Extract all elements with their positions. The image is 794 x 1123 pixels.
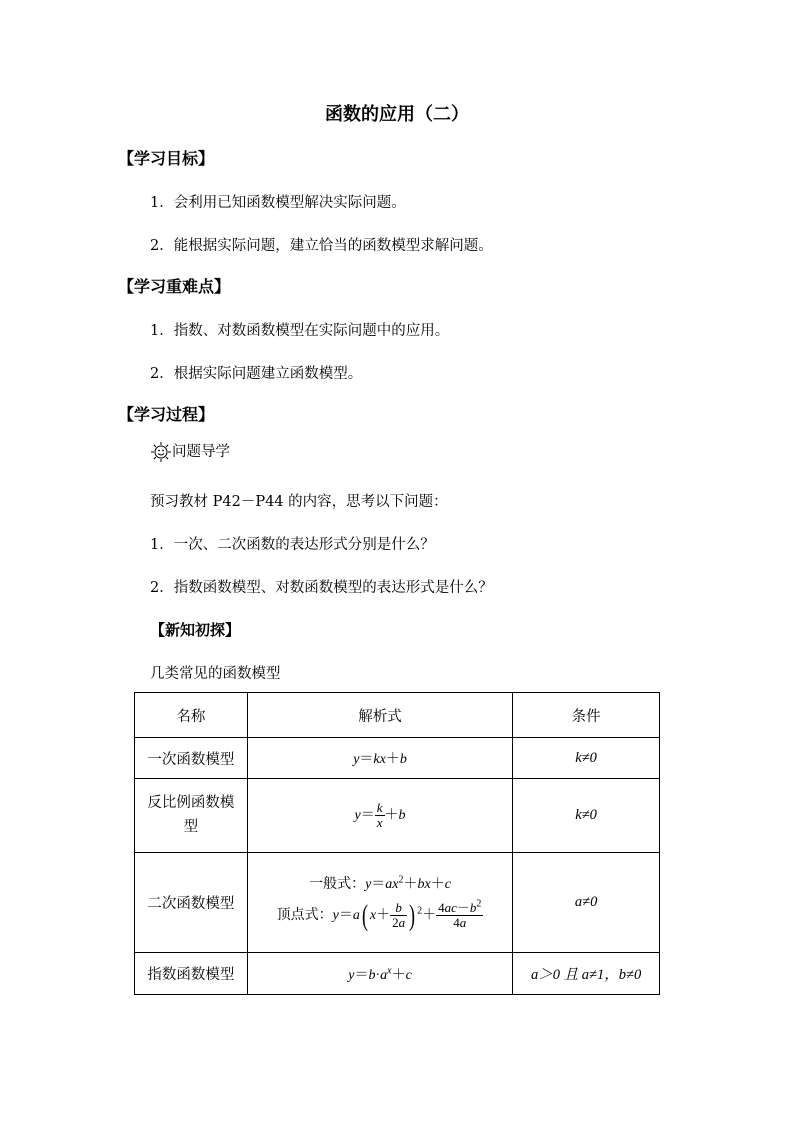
table-row [135,738,660,779]
vertex-label: 顶点式： [276,906,333,923]
row-name: 反比例函数模型 [135,779,248,853]
smiley-sun-icon [150,441,172,463]
table-header-row [135,693,660,738]
row-condition: a＞0 且 a≠1，b≠0 [513,953,660,995]
key-point-item-1: 1．指数、对数函数模型在实际问题中的应用。 [150,323,450,339]
row-condition: k≠0 [513,779,660,853]
general-label: 一般式： [309,875,366,892]
question-1: 1．一次、二次函数的表达形式分别是什么？ [150,537,435,553]
table-row [135,779,660,853]
section-heading-process: 【学习过程】 [118,405,215,424]
header-formula: 解析式 [247,693,512,738]
header-name: 名称 [135,693,248,738]
page-title: 函数的应用（二） [325,104,469,125]
goal-item-2: 2．能根据实际问题，建立恰当的函数模型求解问题。 [150,238,493,254]
new-knowledge-heading: 【新知初探】 [150,621,241,639]
question-2: 2．指数函数模型、对数函数模型的表达形式是什么？ [150,580,493,596]
formula-linear: y＝kx＋b [353,752,407,767]
preview-instruction: 预习教材 P42－P44 的内容，思考以下问题： [150,494,448,510]
row-name: 一次函数模型 [135,738,248,779]
formula-inverse: y＝ $\frac{k}{x}$ ＋b [354,800,406,830]
quadratic-vertex-line [252,899,508,933]
guide-row [150,440,230,463]
exponential-formula [247,953,512,995]
table-row [135,853,660,953]
row-name: 二次函数模型 [135,853,248,953]
header-condition: 条件 [513,693,660,738]
function-models-table [134,692,660,995]
table-row [135,953,660,995]
row-condition: k≠0 [513,738,660,779]
quadratic-formula [247,853,512,953]
formula-exponential: $y=b\cdot a^x+c$ [348,964,412,983]
section-heading-goals: 【学习目标】 [118,149,215,168]
table-caption: 几类常见的函数模型 [150,666,281,682]
row-condition: a≠0 [513,853,660,953]
formula-quadratic-vertex: y＝a( x＋ $\frac{b}{2a}$ ) $^2$＋ $\frac{4ac-b^2}{4a}$ [332,898,482,932]
quadratic-general-line [252,873,508,893]
guide-label: 问题导学 [172,444,230,460]
formula-quadratic-general: $y=ax^2+bx+c$ [365,873,451,892]
section-heading-key-points: 【学习重难点】 [118,277,231,296]
inverse-formula [247,779,512,853]
goal-item-1: 1．会利用已知函数模型解决实际问题。 [150,195,406,211]
key-point-item-2: 2．根据实际问题建立函数模型。 [150,366,363,382]
row-name: 指数函数模型 [135,953,248,995]
linear-formula [247,738,512,779]
